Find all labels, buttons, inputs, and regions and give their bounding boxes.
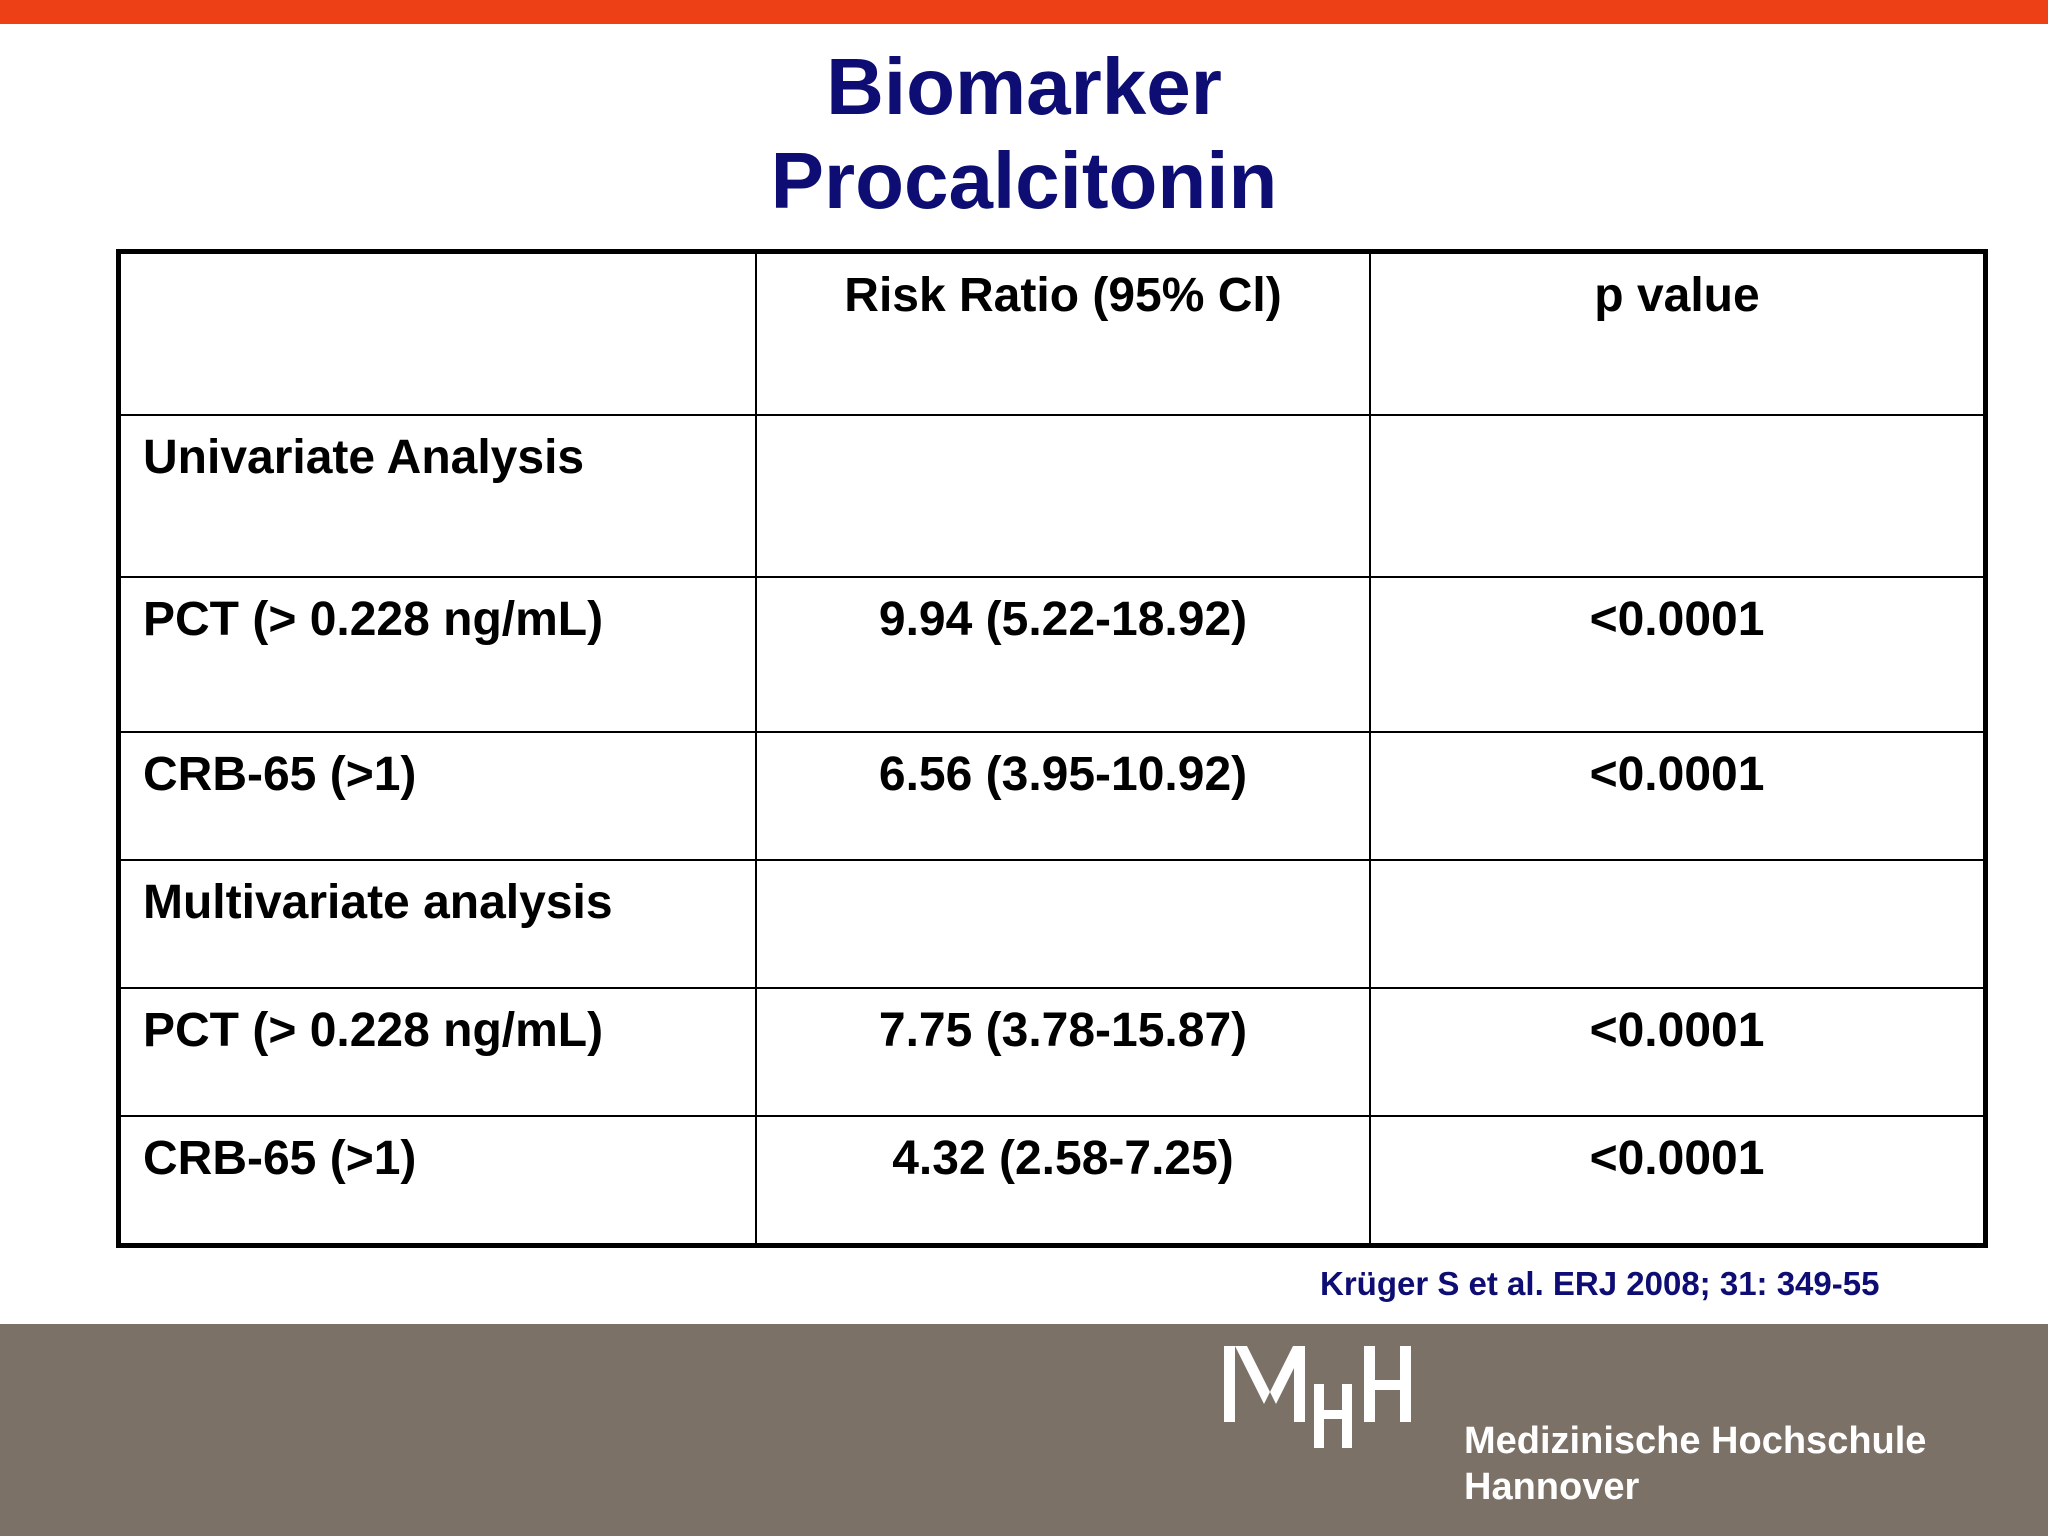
risk-ratio-cell xyxy=(756,860,1370,988)
institution-line-1: Medizinische Hochschule xyxy=(1464,1420,1927,1462)
p-value-cell xyxy=(1370,415,1986,577)
slide-title xyxy=(0,40,2048,228)
table-row xyxy=(119,1116,1986,1246)
title-line-2: Procalcitonin xyxy=(770,136,1278,225)
mhh-logo-icon xyxy=(1224,1342,1444,1462)
row-label: CRB-65 (>1) xyxy=(119,1116,757,1246)
header-cell-risk-ratio: Risk Ratio (95% Cl) xyxy=(756,252,1370,416)
table-row xyxy=(119,577,1986,732)
top-accent-bar xyxy=(0,0,2048,24)
row-label: CRB-65 (>1) xyxy=(119,732,757,860)
header-cell-empty xyxy=(119,252,757,416)
table-row xyxy=(119,988,1986,1116)
risk-ratio-cell: 4.32 (2.58-7.25) xyxy=(756,1116,1370,1246)
p-value-cell xyxy=(1370,860,1986,988)
risk-ratio-cell: 9.94 (5.22-18.92) xyxy=(756,577,1370,732)
risk-ratio-cell xyxy=(756,415,1370,577)
results-table-container xyxy=(116,249,1962,1248)
p-value-cell: <0.0001 xyxy=(1370,1116,1986,1246)
table-header-row xyxy=(119,252,1986,416)
p-value-cell: <0.0001 xyxy=(1370,577,1986,732)
risk-ratio-cell: 6.56 (3.95-10.92) xyxy=(756,732,1370,860)
row-label: PCT (> 0.228 ng/mL) xyxy=(119,577,757,732)
header-cell-p-value: p value xyxy=(1370,252,1986,416)
institution-name xyxy=(1464,1418,1926,1510)
results-table xyxy=(116,249,1988,1248)
title-line-1: Biomarker xyxy=(826,42,1222,131)
table-row xyxy=(119,415,1986,577)
row-label: PCT (> 0.228 ng/mL) xyxy=(119,988,757,1116)
citation: Krüger S et al. ERJ 2008; 31: 349-55 xyxy=(1320,1265,1880,1302)
table-row xyxy=(119,860,1986,988)
p-value-cell: <0.0001 xyxy=(1370,732,1986,860)
row-label: Univariate Analysis xyxy=(119,415,757,577)
p-value-cell: <0.0001 xyxy=(1370,988,1986,1116)
institution-line-2: Hannover xyxy=(1464,1466,1640,1508)
table-row xyxy=(119,732,1986,860)
row-label: Multivariate analysis xyxy=(119,860,757,988)
risk-ratio-cell: 7.75 (3.78-15.87) xyxy=(756,988,1370,1116)
